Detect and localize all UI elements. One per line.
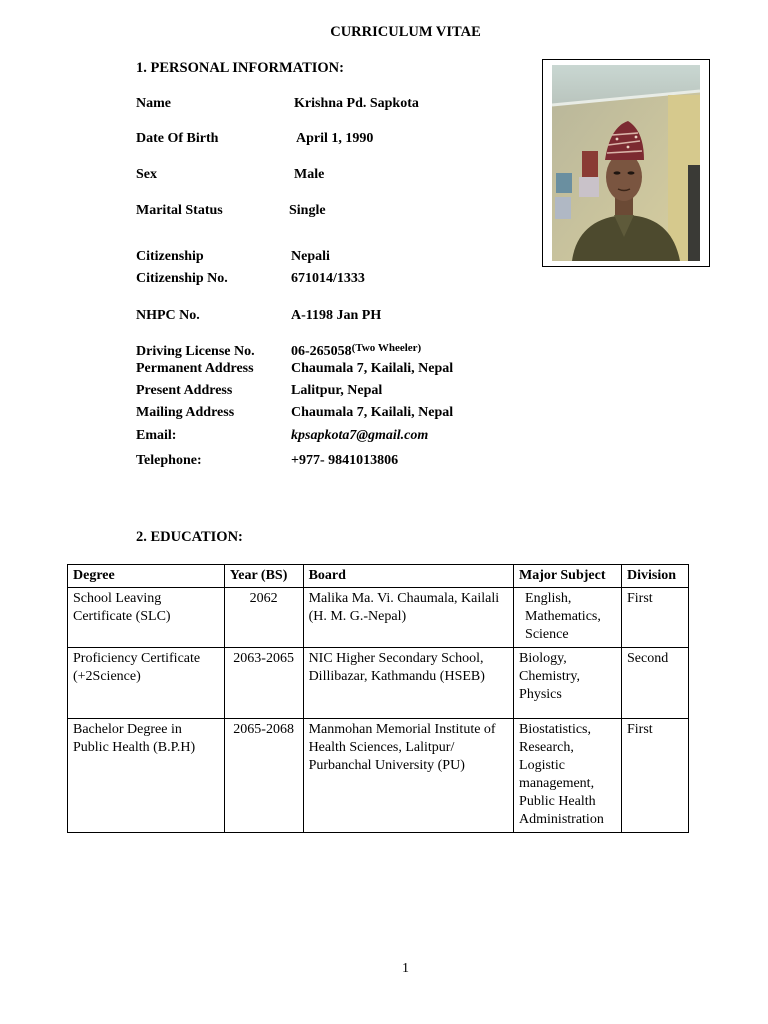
page-number: 1 [402, 961, 409, 976]
year-cell: 2063-2065 [224, 648, 303, 719]
degree-cell: School Leaving Certificate (SLC) [68, 588, 225, 648]
division-cell: First [622, 588, 689, 648]
header-year: Year (BS) [224, 565, 303, 588]
dob-label: Date Of Birth [136, 131, 219, 146]
table-row [68, 719, 689, 833]
board-cell: NIC Higher Secondary School, Dillibazar, Kathmandu (HSEB) [303, 648, 513, 719]
name-value: Krishna Pd. Sapkota [294, 96, 419, 111]
citizenship-value: Nepali [291, 249, 330, 264]
board-cell: Malika Ma. Vi. Chaumala, Kailali (H. M. G.-Nepal) [303, 588, 513, 648]
education-heading: 2. EDUCATION: [136, 529, 243, 545]
board-cell: Manmohan Memorial Institute of Health Sciences, Lalitpur/ Purbanchal University (PU) [303, 719, 513, 833]
driving-license-value [291, 344, 421, 360]
document-title: CURRICULUM VITAE [330, 24, 481, 40]
permanent-address-label: Permanent Address [136, 361, 254, 376]
driving-license-label: Driving License No. [136, 344, 255, 359]
citizenship-no-value: 671014/1333 [291, 271, 365, 286]
division-cell: First [622, 719, 689, 833]
education-table [67, 564, 689, 833]
permanent-address-value: Chaumala 7, Kailali, Nepal [291, 361, 454, 376]
header-board: Board [303, 565, 513, 588]
education-table-header-row [68, 565, 689, 588]
degree-cell: Proficiency Certificate (+2Science) [68, 648, 225, 719]
dob-value: April 1, 1990 [296, 131, 374, 146]
driving-license-note: (Two Wheeler) [351, 342, 422, 354]
major-subject-cell: English, Mathematics, Science [514, 588, 622, 648]
major-subject-cell: Biology, Chemistry, Physics [514, 648, 622, 719]
header-major-subject: Major Subject [514, 565, 622, 588]
name-label: Name [136, 96, 171, 111]
email-label: Email: [136, 428, 177, 443]
sex-value: Male [294, 167, 325, 182]
nhpc-label: NHPC No. [136, 308, 200, 323]
mailing-address-value: Chaumala 7, Kailali, Nepal [291, 405, 454, 420]
mailing-address-label: Mailing Address [136, 405, 235, 420]
citizenship-label: Citizenship [136, 249, 204, 264]
telephone-value: +977- 9841013806 [291, 453, 399, 468]
email-value[interactable]: kpsapkota7@gmail.com [291, 428, 429, 443]
year-cell: 2062 [224, 588, 303, 648]
profile-photo-frame [542, 59, 710, 267]
nhpc-value: A-1198 Jan PH [291, 308, 382, 323]
marital-status-value: Single [289, 203, 326, 218]
sex-label: Sex [136, 167, 157, 182]
profile-photo [552, 65, 700, 261]
table-row [68, 648, 689, 719]
citizenship-no-label: Citizenship No. [136, 271, 228, 286]
present-address-label: Present Address [136, 383, 233, 398]
personal-info-heading: 1. PERSONAL INFORMATION: [136, 60, 344, 76]
telephone-label: Telephone: [136, 453, 202, 468]
table-row [68, 588, 689, 648]
header-degree: Degree [68, 565, 225, 588]
division-cell: Second [622, 648, 689, 719]
major-subject-cell: Biostatistics, Research, Logistic management, Public Health Administration [514, 719, 622, 833]
driving-license-number: 06-265058 [291, 344, 352, 359]
present-address-value: Lalitpur, Nepal [291, 383, 383, 398]
year-cell: 2065-2068 [224, 719, 303, 833]
header-division: Division [622, 565, 689, 588]
marital-status-label: Marital Status [136, 203, 223, 218]
degree-cell: Bachelor Degree in Public Health (B.P.H) [68, 719, 225, 833]
